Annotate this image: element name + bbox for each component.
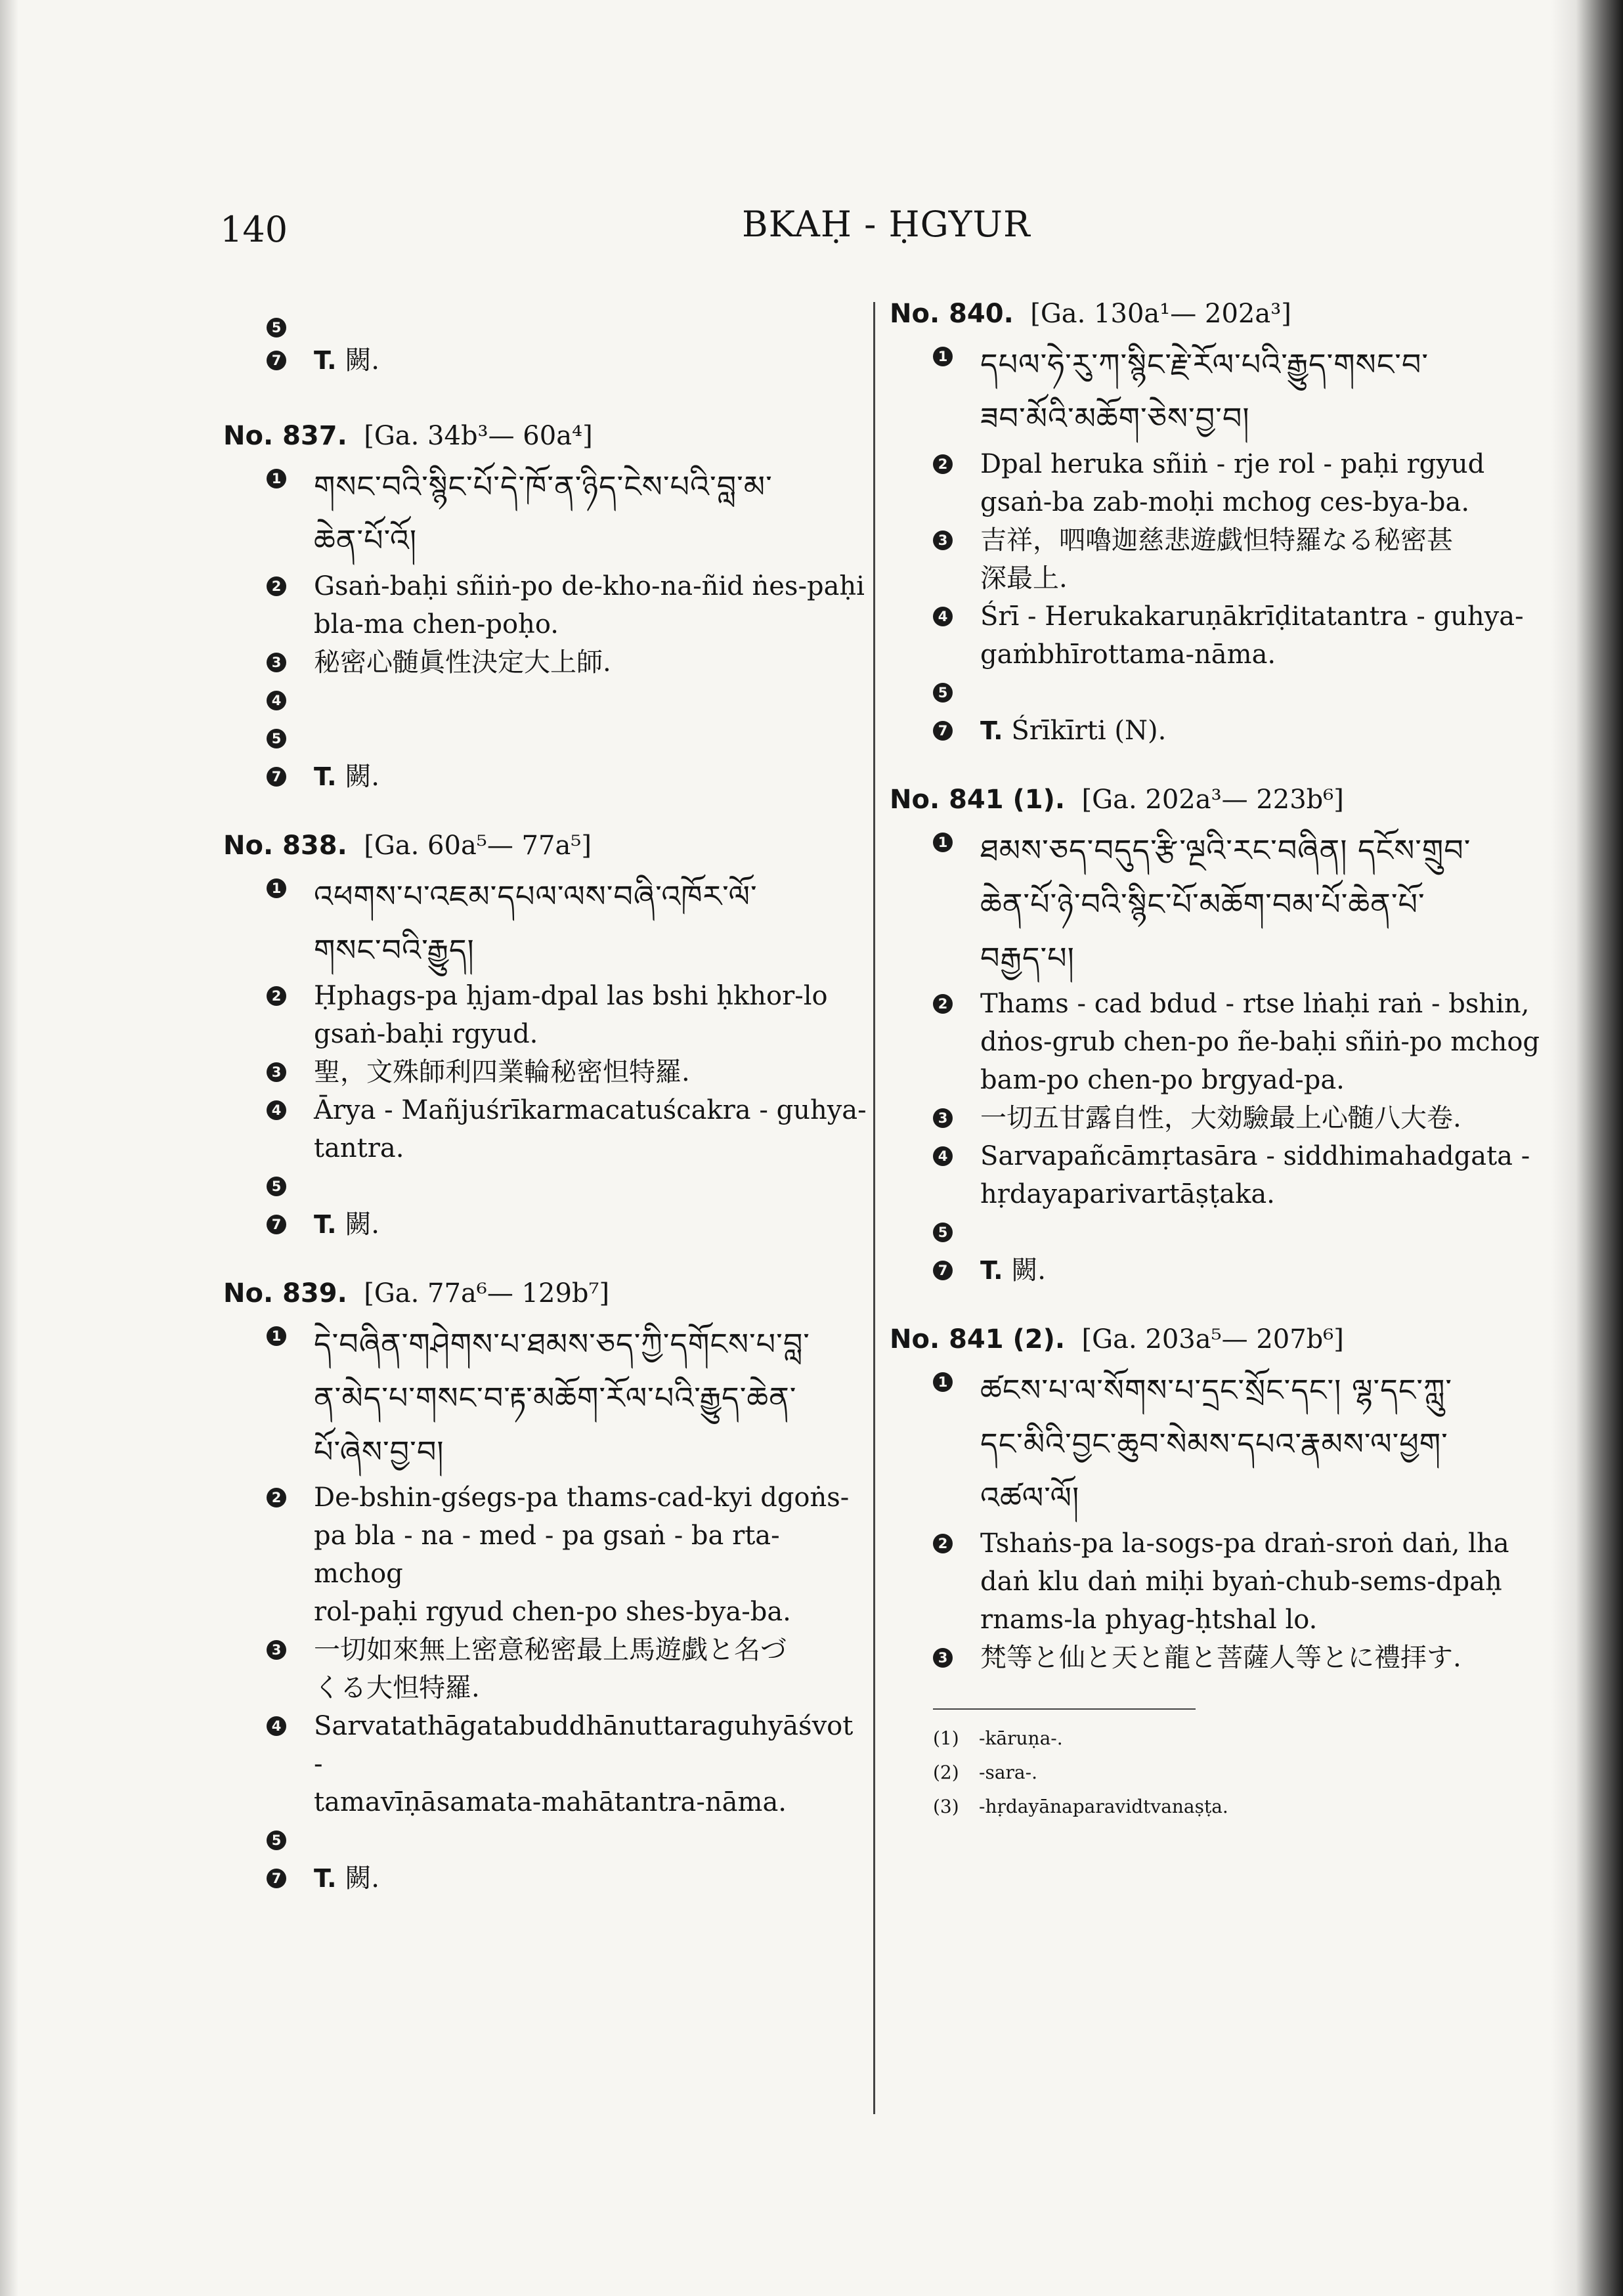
japanese-translation: 一切五甘露自性，大効驗最上心髄八大卷. bbox=[980, 1103, 1461, 1133]
entry-ref: [Ga. 34b³— 60a⁴] bbox=[364, 421, 593, 451]
entry-number: No. 841 (2). bbox=[890, 1324, 1066, 1354]
marker-1: 1 bbox=[267, 1326, 286, 1346]
marker-1: 1 bbox=[933, 1372, 953, 1392]
marker-2: 2 bbox=[933, 454, 953, 474]
entry-number: No. 838. bbox=[223, 831, 347, 861]
marker-7: 7 bbox=[267, 351, 286, 370]
footnote-rule bbox=[933, 1708, 1196, 1710]
japanese-translation: 聖，文殊師利四業輪秘密怛特羅. bbox=[314, 1057, 690, 1087]
japanese-translation: 深最上. bbox=[980, 563, 1068, 594]
tibetan-title-line: ཟབ་མོའི་མཆོག་ཅེས་བྱ་བ། bbox=[980, 401, 1250, 436]
left-column bbox=[223, 309, 867, 1897]
tibetan-title-line: གསང་བའི་རྒྱུད། bbox=[314, 932, 475, 968]
entry-number: No. 839. bbox=[223, 1278, 347, 1309]
marker-4: 4 bbox=[267, 1100, 286, 1120]
transliteration-line: rol-paḥi rgyud chen-po shes-bya-ba. bbox=[314, 1597, 791, 1627]
tibetan-title-line: ཚངས་པ་ལ་སོགས་པ་དྲང་སྲོང་དང་། ལྷ་དང་ཀླུ་ bbox=[980, 1372, 1453, 1408]
marker-2: 2 bbox=[267, 1488, 286, 1507]
sanskrit-title-line: tantra. bbox=[314, 1133, 404, 1163]
entry-number: No. 840. bbox=[890, 299, 1014, 329]
marker-4: 4 bbox=[933, 1146, 953, 1166]
intro-fragment: 5 7 T. 闕. bbox=[267, 309, 867, 379]
entry-839: No. 839. [Ga. 77a⁶— 129b⁷] 1 དེ་བཞིན་གཤེགས་པ་ཐམས་ཅད་ཀྱི་དགོངས་པ་བླ་ ན་མེད་པ་གསང་བ་རྟ་མཆོག་རོལ་པའི་རྒྱུད་ཆེན་ པོ་ཞེས་བྱ་བ། 2 De-bshin-gśegs-pa thams-cad-kyi dgoṅs- pa bla - na - med - pa gsaṅ - ba rta-mchog rol-paḥi rgyud chen-po shes-bya-ba. 3 一切如來無上密意秘密最上馬遊戯と名づ くる大怛特羅. 4 Sarvatathāgatabuddhānuttaraguhyāśvot - tamavīṇāsamata-mahātantra-nāma. 5 7 T. 闕. bbox=[223, 1274, 867, 1897]
transliteration-line: daṅ klu daṅ miḥi byaṅ-chub-sems-dpaḥ bbox=[980, 1567, 1502, 1597]
japanese-translation: 吉祥，呬嚕迦慈悲遊戯怛特羅なる秘密甚 bbox=[980, 525, 1453, 555]
transliteration-line: Gsaṅ-baḥi sñiṅ-po de-kho-na-ñid ṅes-paḥi bbox=[314, 571, 865, 601]
marker-2: 2 bbox=[267, 576, 286, 596]
marker-7: 7 bbox=[933, 1261, 953, 1280]
translator-note: 闕. bbox=[345, 1209, 380, 1240]
transliteration-line: Tshaṅs-pa la-sogs-pa draṅ-sroṅ daṅ, lha bbox=[980, 1528, 1509, 1559]
marker-2: 2 bbox=[267, 986, 286, 1006]
transliteration-line: gsaṅ-baḥi rgyud. bbox=[314, 1019, 538, 1049]
entry-838: No. 838. [Ga. 60a⁵— 77a⁵] 1 འཕགས་པ་འཇམ་དཔལ་ལས་བཞི་འཁོར་ལོ་ གསང་བའི་རྒྱུད། 2 Ḥphags-pa ḥjam-dpal las bshi ḥkhor-lo gsaṅ-baḥi rgyud. 3 聖，文殊師利四業輪秘密怛特羅. 4 Ārya - Mañjuśrīkarmacatuścakra - guhya- tantra. 5 7 T. 闕. bbox=[223, 831, 867, 1240]
marker-5: 5 bbox=[267, 1177, 286, 1196]
transliteration-line: bam-po chen-po brgyad-pa. bbox=[980, 1065, 1345, 1095]
footnote: (1) -kāruṇa-. bbox=[933, 1727, 1063, 1749]
marker-2: 2 bbox=[933, 994, 953, 1014]
sanskrit-title-line: Ārya - Mañjuśrīkarmacatuścakra - guhya- bbox=[314, 1095, 867, 1125]
marker-7: 7 bbox=[267, 1869, 286, 1888]
entry-841-2 bbox=[890, 1320, 1559, 1677]
marker-4: 4 bbox=[267, 1716, 286, 1736]
marker-2: 2 bbox=[933, 1534, 953, 1553]
tibetan-title-line: གསང་བའི་སྙིང་པོ་དེ་ཁོ་ན་ཉིད་ངེས་པའི་བླ་མ་ bbox=[314, 469, 773, 504]
translator-note: 闕. bbox=[345, 762, 380, 792]
japanese-translation: 一切如來無上密意秘密最上馬遊戯と名づ bbox=[314, 1635, 787, 1665]
entry-ref: [Ga. 60a⁵— 77a⁵] bbox=[364, 831, 592, 861]
entry-ref: [Ga. 202a³— 223b⁶] bbox=[1081, 785, 1344, 815]
column-divider bbox=[873, 302, 875, 2114]
transliteration-line: pa bla - na - med - pa gsaṅ - ba rta-mchog bbox=[314, 1521, 780, 1589]
translator-note: 闕. bbox=[1011, 1255, 1047, 1286]
marker-3: 3 bbox=[933, 1108, 953, 1128]
scan-edge-left bbox=[0, 0, 18, 2296]
marker-3: 3 bbox=[267, 1062, 286, 1082]
running-title: BKAḤ - ḤGYUR bbox=[742, 204, 1031, 245]
marker-3: 3 bbox=[933, 531, 953, 550]
marker-4: 4 bbox=[267, 691, 286, 710]
sanskrit-title-line: Śrī - Herukakaruṇākrīḍitatantra - guhya- bbox=[980, 601, 1524, 632]
entry-ref: [Ga. 77a⁶— 129b⁷] bbox=[364, 1278, 610, 1309]
sanskrit-title-line: gaṁbhīrottama-nāma. bbox=[980, 639, 1276, 670]
transliteration-line: Ḥphags-pa ḥjam-dpal las bshi ḥkhor-lo bbox=[314, 981, 828, 1011]
footnotes bbox=[933, 1708, 1559, 1824]
marker-5: 5 bbox=[933, 683, 953, 703]
tibetan-title-line: འཚལ་ལོ། bbox=[980, 1480, 1080, 1515]
marker-5: 5 bbox=[267, 318, 286, 337]
marker-1: 1 bbox=[933, 347, 953, 366]
marker-4: 4 bbox=[933, 607, 953, 626]
entry-number: No. 837. bbox=[223, 421, 347, 451]
entry-841-1: No. 841 (1). [Ga. 202a³— 223b⁶] 1 ཐམས་ཅད་བདུད་རྩི་ལྔའི་རང་བཞིན། དངོས་གྲུབ་ ཆེན་པོ་ཉེ་བའི་སྙིང་པོ་མཆོག་བམ་པོ་ཆེན་པོ་ བརྒྱད་པ། 2 Thams - cad bdud - rtse lṅaḥi raṅ - bshin, dṅos-grub chen-po ñe-baḥi sñiṅ-po mchog bam-po chen-po brgyad-pa. 3 一切五甘露自性，大効驗最上心髄八大卷. 4 Sarvapañcāmṛtasāra - siddhimahadgata - hṛdayaparivartāṣṭaka. 5 7 T. 闕. bbox=[890, 785, 1540, 1286]
marker-3: 3 bbox=[933, 1648, 953, 1668]
tibetan-title-line: ཆེན་པོ་ཉེ་བའི་སྙིང་པོ་མཆོག་བམ་པོ་ཆེན་པོ་ bbox=[980, 886, 1425, 922]
marker-5: 5 bbox=[267, 1830, 286, 1850]
marker-7: 7 bbox=[267, 1215, 286, 1234]
tibetan-title-line: བརྒྱད་པ། bbox=[980, 940, 1075, 976]
transliteration-line: Thams - cad bdud - rtse lṅaḥi raṅ - bshin, bbox=[980, 989, 1530, 1019]
marker-3: 3 bbox=[267, 1640, 286, 1660]
japanese-translation: 秘密心髄眞性決定大上師. bbox=[314, 647, 611, 678]
footnote: (3) -hṛdayānaparavidtvanaṣṭa. bbox=[933, 1796, 1228, 1817]
marker-3: 3 bbox=[267, 653, 286, 672]
marker-1: 1 bbox=[267, 469, 286, 488]
translator-note: Śrīkīrti (N). bbox=[1011, 716, 1167, 746]
transliteration-line: Dpal heruka sñiṅ - rje rol - paḥi rgyud bbox=[980, 449, 1485, 479]
transliteration-line: De-bshin-gśegs-pa thams-cad-kyi dgoṅs- bbox=[314, 1483, 850, 1513]
japanese-translation: くる大怛特羅. bbox=[314, 1673, 480, 1703]
translator-note: 闕. bbox=[345, 1863, 380, 1894]
entry-837: No. 837. [Ga. 34b³— 60a⁴] 1 གསང་བའི་སྙིང་པོ་དེ་ཁོ་ན་ཉིད་ངེས་པའི་བླ་མ་ ཆེན་པོ་འོ། 2 Gsaṅ-baḥi sñiṅ-po de-kho-na-ñid ṅes-paḥi bla-ma chen-poḥo. 3 秘密心髄眞性決定大上師. 4 5 7 T. 闕. bbox=[223, 421, 865, 792]
tibetan-title-line: ཐམས་ཅད་བདུད་རྩི་ལྔའི་རང་བཞིན། དངོས་གྲུབ་ bbox=[980, 833, 1471, 868]
book-spine-shadow bbox=[1551, 0, 1623, 2296]
tibetan-title-line: དཔལ་ཧེ་རུ་ཀ་སྙིང་རྗེ་རོལ་པའི་རྒྱུད་གསང་བ་ bbox=[980, 347, 1429, 382]
right-column bbox=[890, 294, 1559, 1824]
sanskrit-title-line: hṛdayaparivartāṣṭaka. bbox=[980, 1179, 1275, 1209]
sanskrit-title-line: tamavīṇāsamata-mahātantra-nāma. bbox=[314, 1787, 787, 1817]
transliteration-line: gsaṅ-ba zab-moḥi mchog ces-bya-ba. bbox=[980, 487, 1470, 517]
entry-ref: [Ga. 203a⁵— 207b⁶] bbox=[1081, 1324, 1344, 1354]
tibetan-title-line: འཕགས་པ་འཇམ་དཔལ་ལས་བཞི་འཁོར་ལོ་ bbox=[314, 878, 758, 914]
transliteration-line: bla-ma chen-poḥo. bbox=[314, 609, 559, 639]
tibetan-title-line: དང་མིའི་བྱང་ཆུབ་སེམས་དཔའ་རྣམས་ལ་ཕྱག་ bbox=[980, 1426, 1448, 1462]
japanese-translation: 梵等と仙と天と龍と菩薩人等とに禮拝す. bbox=[980, 1643, 1461, 1673]
entry-number: No. 841 (1). bbox=[890, 785, 1066, 815]
tibetan-title-line: ཆེན་པོ་འོ། bbox=[314, 523, 418, 558]
marker-1: 1 bbox=[267, 878, 286, 898]
tibetan-title-line: པོ་ཞེས་བྱ་བ། bbox=[314, 1434, 444, 1469]
entry-840: No. 840. [Ga. 130a¹— 202a³] 1 དཔལ་ཧེ་རུ་ཀ་སྙིང་རྗེ་རོལ་པའི་རྒྱུད་གསང་བ་ ཟབ་མོའི་མཆོག་ཅེས་བྱ་བ། 2 Dpal heruka sñiṅ - rje rol - paḥi rgyud gsaṅ-ba zab-moḥi mchog ces-bya-ba. 3 吉祥，呬嚕迦慈悲遊戯怛特羅なる秘密甚 深最上. 4 Śrī - Herukakaruṇākrīḍitatantra - guhya- gaṁbhīrottama-nāma. 5 7 T. Śrīkīrti (N). bbox=[890, 299, 1524, 746]
marker-7: 7 bbox=[267, 767, 286, 787]
tibetan-title-line: དེ་བཞིན་གཤེགས་པ་ཐམས་ཅད་ཀྱི་དགོངས་པ་བླ་ bbox=[314, 1326, 810, 1362]
transliteration-line: dṅos-grub chen-po ñe-baḥi sñiṅ-po mchog bbox=[980, 1027, 1540, 1057]
transliteration-line: rnams-la phyag-ḥtshal lo. bbox=[980, 1605, 1318, 1635]
marker-5: 5 bbox=[267, 729, 286, 748]
entry-ref: [Ga. 130a¹— 202a³] bbox=[1030, 299, 1291, 329]
sanskrit-title-line: Sarvapañcāmṛtasāra - siddhimahadgata - bbox=[980, 1141, 1530, 1171]
sanskrit-title-line: Sarvatathāgatabuddhānuttaraguhyāśvot - bbox=[314, 1711, 854, 1779]
page-number: 140 bbox=[220, 209, 288, 250]
tibetan-title-line: ན་མེད་པ་གསང་བ་རྟ་མཆོག་རོལ་པའི་རྒྱུད་ཆེན་ bbox=[314, 1380, 797, 1416]
marker-7: 7 bbox=[933, 721, 953, 741]
footnote: (2) -sara-. bbox=[933, 1762, 1037, 1783]
marker-5: 5 bbox=[933, 1223, 953, 1242]
marker-1: 1 bbox=[933, 833, 953, 852]
